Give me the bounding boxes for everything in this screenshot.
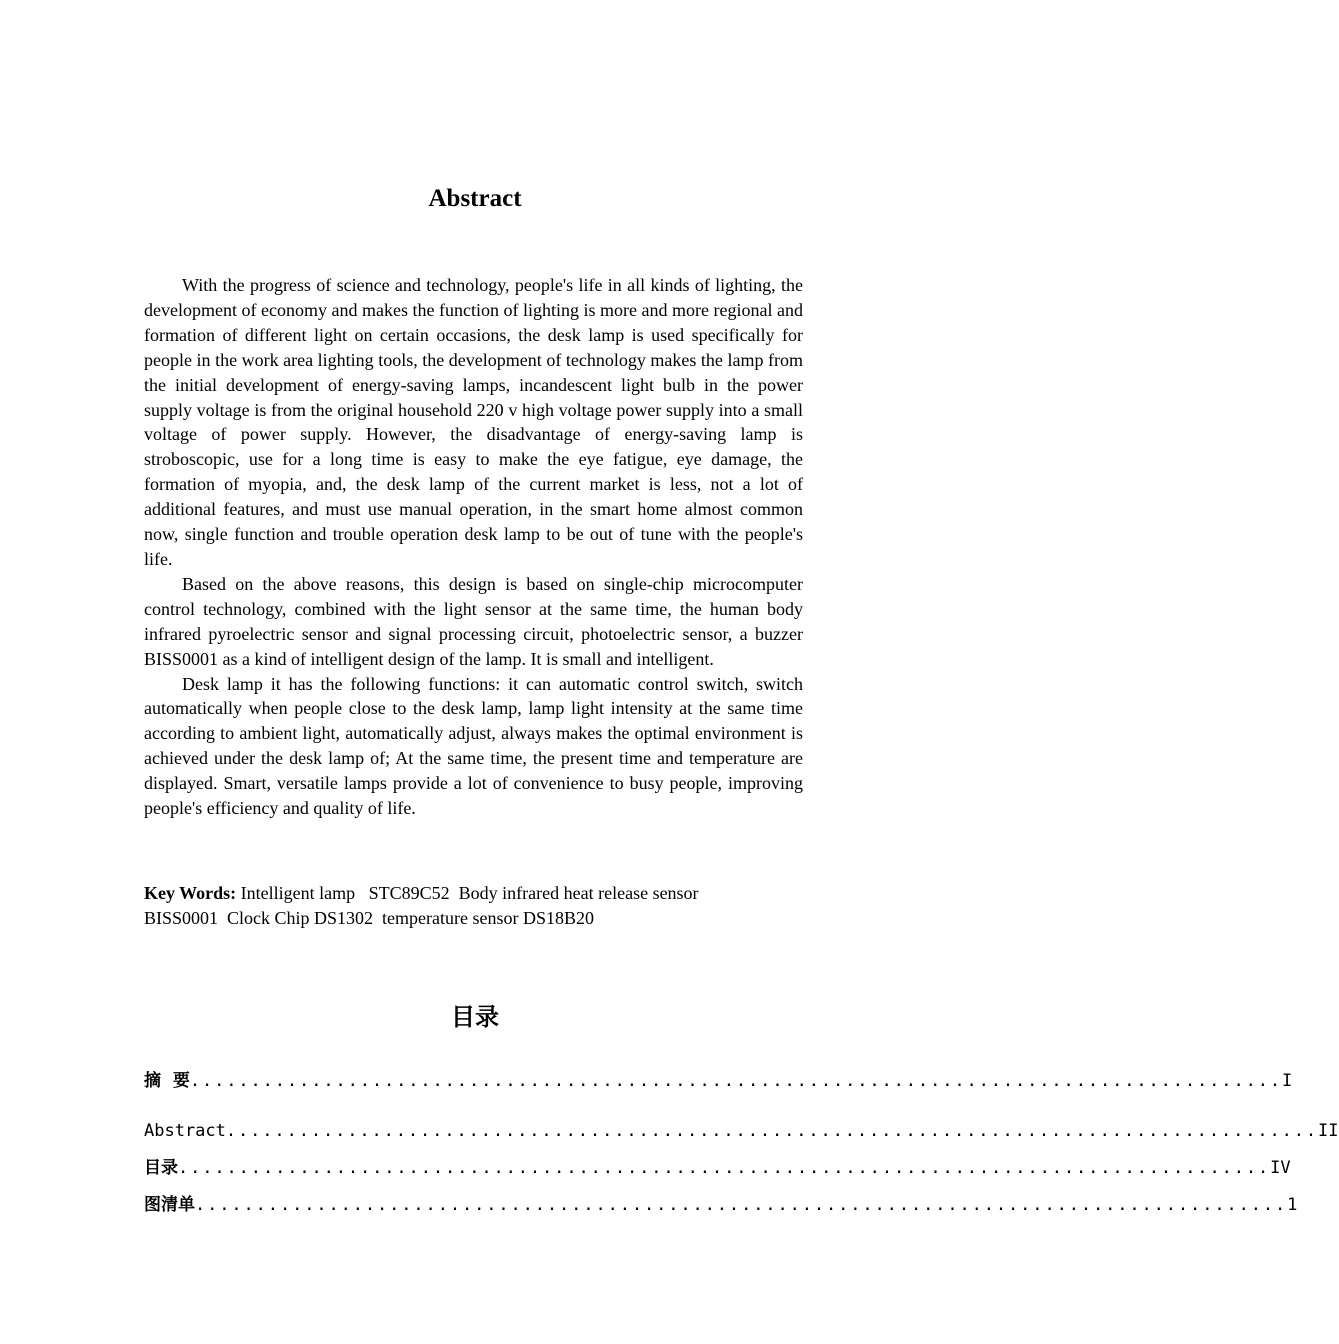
keywords-block	[144, 881, 803, 931]
abstract-paragraph: With the progress of science and technology, people's life in all kinds of lighting, the development of economy and makes the function of lighting is more and more regional and formation of different light on certain occasions, the desk lamp is used specifically for people in the work area lighting tools, the development of technology makes the lamp from the initial development of energy-saving lamps, incandescent light bulb in the power supply voltage is from the original household 220 v high voltage power supply into a small voltage of power supply. However, the disadvantage of energy-saving lamp is stroboscopic, use for a long time is easy to make the eye fatigue, eye damage, the formation of myopia, and, the desk lamp of the current market is less, not a lot of additional features, and must use manual operation, in the smart home almost common now, single function and trouble operation desk lamp to be out of tune with the people's life.	[144, 275, 803, 569]
toc-leader-dots: ..........................................................................................	[225, 1121, 1319, 1141]
abstract-paragraph: Desk lamp it has the following functions: it can automatic control switch, switch automatically when people close to the desk lamp, lamp light intensity at the same time according to ambient light, automatically adjust, always makes the optimal environment is achieved under the desk lamp of; At the same time, the present time and temperature are displayed. Smart, versatile lamps provide a lot of convenience to busy people, improving people's efficiency and quality of life.	[144, 673, 803, 819]
toc-entry-label: 目录	[144, 1158, 178, 1178]
keywords-text: Intelligent lamp STC89C52 Body infrared heat release sensor	[236, 883, 699, 903]
toc-entry-label: Abstract	[144, 1121, 226, 1141]
toc-leader-dots: ..........................................................................................	[189, 1071, 1282, 1091]
toc-title: 目录	[451, 1003, 499, 1031]
toc-entry-label: 图清单	[144, 1195, 195, 1215]
toc-leader-dots: ..........................................................................................	[178, 1158, 1271, 1178]
toc-leader-dots: ..........................................................................................	[195, 1195, 1288, 1215]
toc-entry-contents[interactable]	[144, 1156, 1291, 1180]
toc-entry-abstract-en[interactable]	[144, 1119, 1339, 1143]
toc-entry-abstract-cn[interactable]	[144, 1069, 1293, 1093]
toc-entry-page: IV	[1270, 1158, 1291, 1178]
abstract-title: Abstract	[428, 185, 522, 212]
abstract-paragraph: Based on the above reasons, this design is based on single-chip microcomputer control technology, combined with the light sensor at the same time, the human body infrared pyroelectric sensor and signal processing circuit, photoelectric sensor, a buzzer BISS0001 as a kind of intelligent design of the lamp. It is small and intelligent.	[144, 573, 803, 669]
toc-entry-figure-list[interactable]	[144, 1193, 1298, 1217]
toc-entry-label: 摘 要	[144, 1071, 190, 1091]
toc-entry-page: I	[1281, 1071, 1293, 1091]
toc-entry-page: II	[1318, 1121, 1339, 1141]
keywords-text-continued: BISS0001 Clock Chip DS1302 temperature sensor DS18B20	[144, 907, 594, 928]
toc-entry-page: 1	[1287, 1195, 1298, 1215]
abstract-body	[144, 273, 803, 821]
keywords-label: Key Words:	[144, 883, 237, 903]
